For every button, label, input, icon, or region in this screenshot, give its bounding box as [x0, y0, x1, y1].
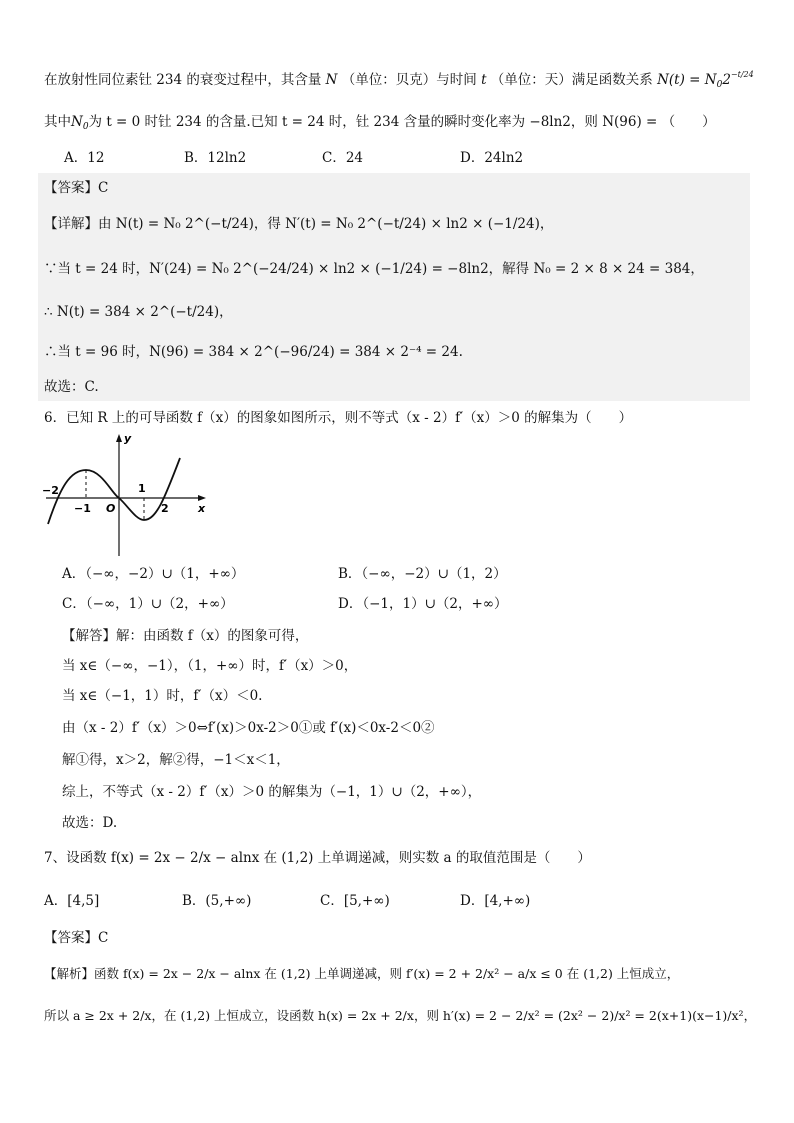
- q5-conclusion: 故选：C.: [44, 379, 99, 395]
- q5-stem-text-2: 为 t = 0 时钍 234 的含量.已知 t = 24 时，钍 234 含量的瞬时变化率为 −8ln2，则 N(96) = （ ）: [88, 114, 716, 130]
- label-one: 1: [138, 482, 146, 495]
- q6-function-graph: [40, 428, 215, 560]
- q6-solution-6: 综上，不等式（x - 2）f′（x）＞0 的解集为（−1，1）∪（2，+∞），: [62, 784, 482, 800]
- q7-option-d[interactable]: D．[4,+∞): [460, 893, 531, 909]
- q5-stem-line1: 在放射性同位素钍 234 的衰变过程中，其含量 N （单位：贝克）与时间 t （单位：天）满足函数关系 $N(t) = N_02^{-t/24}$: [44, 70, 754, 90]
- q5-detail-4: ∴当 t = 96 时，N(96) = 384 × 2^(−96/24) = 384 × 2⁻⁴ = 24.: [44, 344, 463, 360]
- q5-detail-1: 【详解】由 N(t) = N₀ 2^(−t/24)，得 N′(t) = N₀ 2^(−t/24) × ln2 × (−1/24)，: [44, 216, 554, 232]
- q5-detail-2: ∵当 t = 24 时，N′(24) = N₀ 2^(−24/24) × ln2 × (−1/24) = −8ln2，解得 N₀ = 2 × 8 × 24 = 384，: [44, 261, 704, 277]
- q6-solution-3: 当 x∈（−1，1）时，f′（x）＜0.: [62, 688, 263, 704]
- q6-option-b[interactable]: B．（−∞，−2）∪（1，2）: [338, 566, 507, 582]
- q6-solution-1: 【解答】解：由函数 f（x）的图象可得，: [62, 628, 309, 644]
- q6-solution-7: 故选：D.: [62, 815, 118, 831]
- q5-stem-text-a: 在放射性同位素钍 234 的衰变过程中，其含量: [44, 72, 322, 88]
- q5-detail-3: ∴ N(t) = 384 × 2^(−t/24)，: [44, 304, 233, 320]
- q5-stem-line2: 其中$N_0$为 t = 0 时钍 234 的含量.已知 t = 24 时，钍 234 含量的瞬时变化率为 −8ln2，则 N(96) = （ ）: [44, 114, 716, 132]
- label-two: 2: [161, 502, 169, 515]
- q7-option-c[interactable]: C．[5,+∞): [320, 893, 390, 909]
- q6-option-d[interactable]: D．（−1，1）∪（2，+∞）: [338, 596, 508, 612]
- q5-option-c[interactable]: C．24: [322, 150, 364, 166]
- q5-option-d[interactable]: D．24ln2: [460, 150, 524, 166]
- q7-stem: 7、设函数 f(x) = 2x − 2/x − alnx 在 (1,2) 上单调递减，则实数 a 的取值范围是（ ）: [44, 850, 591, 866]
- q7-analysis-2: 所以 a ≥ 2x + 2/x，在 (1,2) 上恒成立，设函数 h(x) = 2x + 2/x，则 h′(x) = 2 − 2/x² = (2x² − 2)/x² = 2(x+1)(x−1)/x²，: [44, 1008, 757, 1023]
- q6-option-c[interactable]: C．（−∞，1）∪（2，+∞）: [62, 596, 234, 612]
- q5-stem-text-c: （单位：天）满足函数关系: [490, 72, 653, 88]
- q7-option-a[interactable]: A．[4,5]: [44, 893, 100, 909]
- y-axis-label: y: [124, 432, 132, 445]
- q7-option-b[interactable]: B．(5,+∞): [182, 893, 252, 909]
- q6-stem: 6．已知 R 上的可导函数 f（x）的图象如图所示，则不等式（x - 2）f′（x）＞0 的解集为（ ）: [44, 410, 633, 426]
- q5-stem-text-b: （单位：贝克）与时间: [341, 72, 477, 88]
- q6-option-a[interactable]: A．（−∞，−2）∪（1，+∞）: [62, 566, 245, 582]
- x-axis-label: x: [198, 502, 206, 515]
- q5-option-a[interactable]: A．12: [64, 150, 105, 166]
- label-origin: O: [106, 502, 116, 515]
- q7-analysis-1: 【解析】函数 f(x) = 2x − 2/x − alnx 在 (1,2) 上单调递减，则 f′(x) = 2 + 2/x² − a/x ≤ 0 在 (1,2) 上恒成立，: [44, 966, 680, 981]
- q5-answer-panel: [38, 173, 750, 401]
- y-axis-arrow: [116, 434, 122, 442]
- q6-solution-2: 当 x∈（−∞，−1），（1，+∞）时，f′（x）＞0，: [62, 658, 358, 674]
- x-axis-arrow: [198, 495, 206, 501]
- label-neg1: −1: [74, 502, 91, 515]
- label-neg2: −2: [42, 484, 59, 497]
- q6-solution-5: 解①得，x＞2，解②得，−1＜x＜1，: [62, 752, 290, 768]
- q5-option-b[interactable]: B．12ln2: [184, 150, 247, 166]
- q6-solution-4: 由（x - 2）f′（x）＞0⇔f′(x)＞0x-2＞0①或 f′(x)＜0x-2＜0②: [62, 720, 435, 736]
- q7-answer: 【答案】C: [44, 930, 109, 946]
- q5-answer: 【答案】C: [44, 180, 109, 196]
